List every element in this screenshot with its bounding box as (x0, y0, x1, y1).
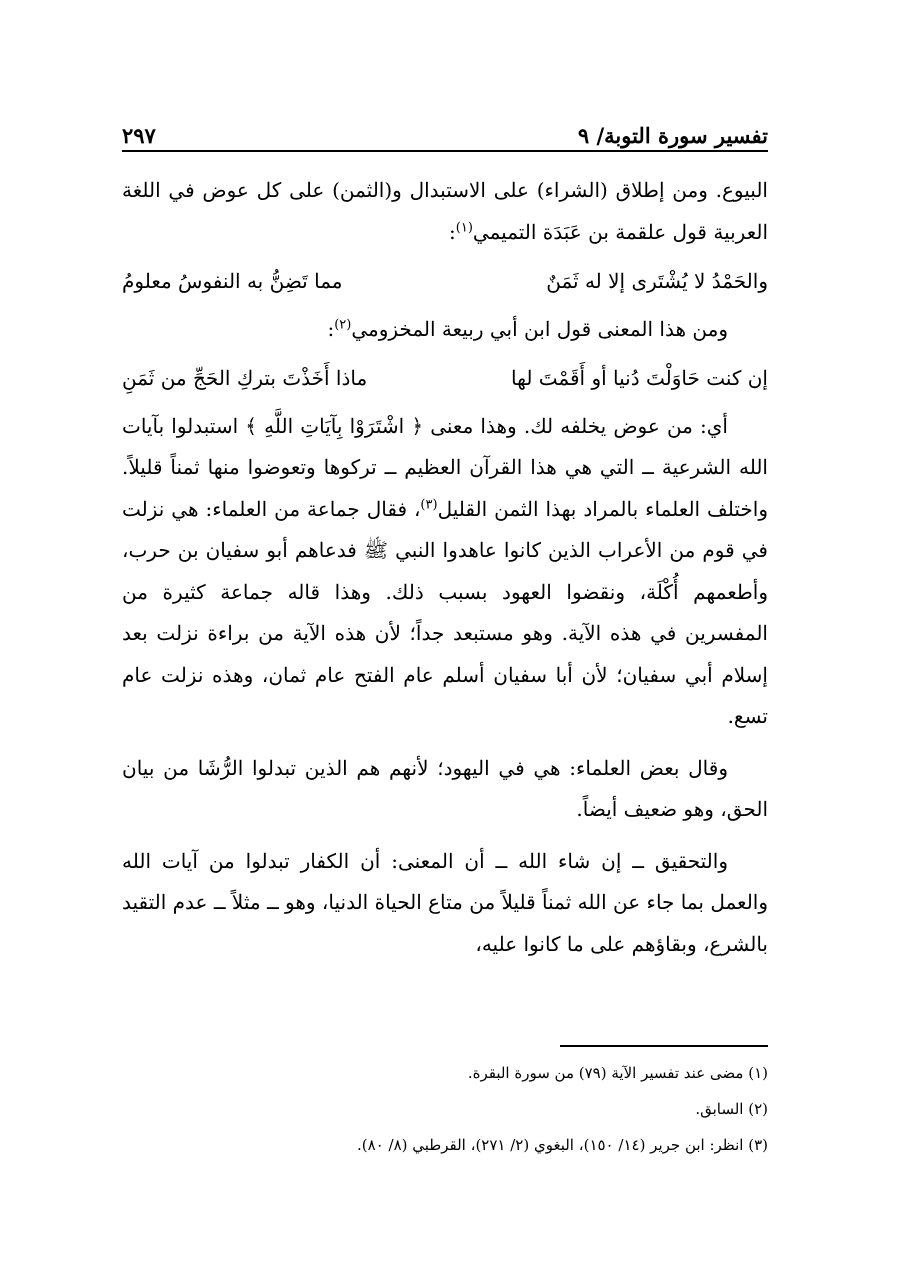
paragraph-5: والتحقيق ــ إن شاء الله ــ أن المعنى: أن الكفار تبدلوا من آيات الله والعمل بما جاء عن الله ثمناً قليلاً من متاع الحياة الدنيا، وهو ــ مثلاً ــ عدم التقيد بالشرع، وبقاؤهم على ما كانوا عليه، (121, 848, 768, 956)
footnote-ref-1: (١) (455, 219, 473, 235)
poetry-verse-2 (122, 358, 768, 400)
verse-2-second-hemistich: ماذا أَخَذْتَ بتركِ الحَجِّ من ثَمَنِ (122, 366, 368, 390)
paragraph-3-text-b: ، فقال جماعة من العلماء: هي نزلت في قوم من الأعراب الذين كانوا عاهدوا النبي ﷺ فدعاهم أبو سفيان بن حرب، وأطعمهم أُكْلَة، ونقضوا العهود بسبب ذلك. وهذا قاله جماعة كثيرة من المفسرين في هذه الآية. وهو مستبعد جداً؛ لأن هذه الآية من براءة نزلت بعد إسلام أبي سفيان؛ لأن أبا سفيان أسلم عام الفتح عام ثمان، وهذه نزلت عام تسع. (122, 496, 768, 728)
page-number: ٢٩٧ (122, 123, 156, 148)
footnotes (122, 1055, 768, 1163)
paragraph-1 (122, 170, 768, 253)
page-header (122, 112, 768, 148)
verse-2-first-hemistich: إن كنت حَاوَلْتَ دُنيا أو أَقَمْتَ لها (511, 366, 768, 390)
paragraph-3 (122, 406, 768, 738)
footnote-1: (١) مضى عند تفسير الآية (٧٩) من سورة البقرة. (467, 1064, 768, 1082)
paragraph-2-text: ومن هذا المعنى قول ابن أبي ربيعة المخزومي (351, 316, 728, 341)
header-rule (122, 150, 768, 152)
footnote-3: (٣) انظر: ابن جرير (١٤/ ١٥٠)، البغوي (٢/ ٢٧١)، القرطبي (٨/ ٨٠). (357, 1136, 768, 1154)
paragraph-1-text: البيوع. ومن إطلاق (الشراء) على الاستبدال و(الثمن) على كل عوض في اللغة العربية قول علقمة بن عَبَدَة التميمي (122, 178, 768, 244)
running-title: تفسير سورة التوبة/ ٩ (577, 123, 768, 148)
paragraph-1-colon: : (449, 219, 456, 244)
poetry-verse-1 (122, 261, 768, 303)
footnote-ref-2: (٢) (334, 316, 352, 332)
footnote-2: (٢) السابق. (695, 1100, 768, 1118)
verse-1-second-hemistich: مما تَضِنُّ به النفوسُ معلومُ (122, 269, 343, 293)
footnote-ref-3: (٣) (420, 496, 438, 512)
paragraph-2-colon: : (327, 316, 335, 341)
paragraph-4: وقال بعض العلماء: هي في اليهود؛ لأنهم هم الذين تبدلوا الرُّشَا من بيان الحق، وهو ضعيف أيضاً. (122, 755, 768, 821)
footnote-separator (560, 1045, 768, 1047)
paragraph-2 (122, 309, 768, 351)
body-text (122, 170, 768, 965)
verse-1-first-hemistich: والحَمْدُ لا يُشْتَرى إلا له ثَمَنٌ (546, 269, 768, 293)
paragraph-3-text-a: أي: من عوض يخلفه لك. وهذا معنى ﴿ اشْتَرَوْا بِآيَاتِ اللَّهِ ﴾ استبدلوا بآيات الله الشرعية ــ التي هي هذا القرآن العظيم ــ تركوها وتعوضوا منها ثمناً قليلاً. واختلف العلماء بالمراد بهذا الثمن القليل (122, 413, 768, 521)
